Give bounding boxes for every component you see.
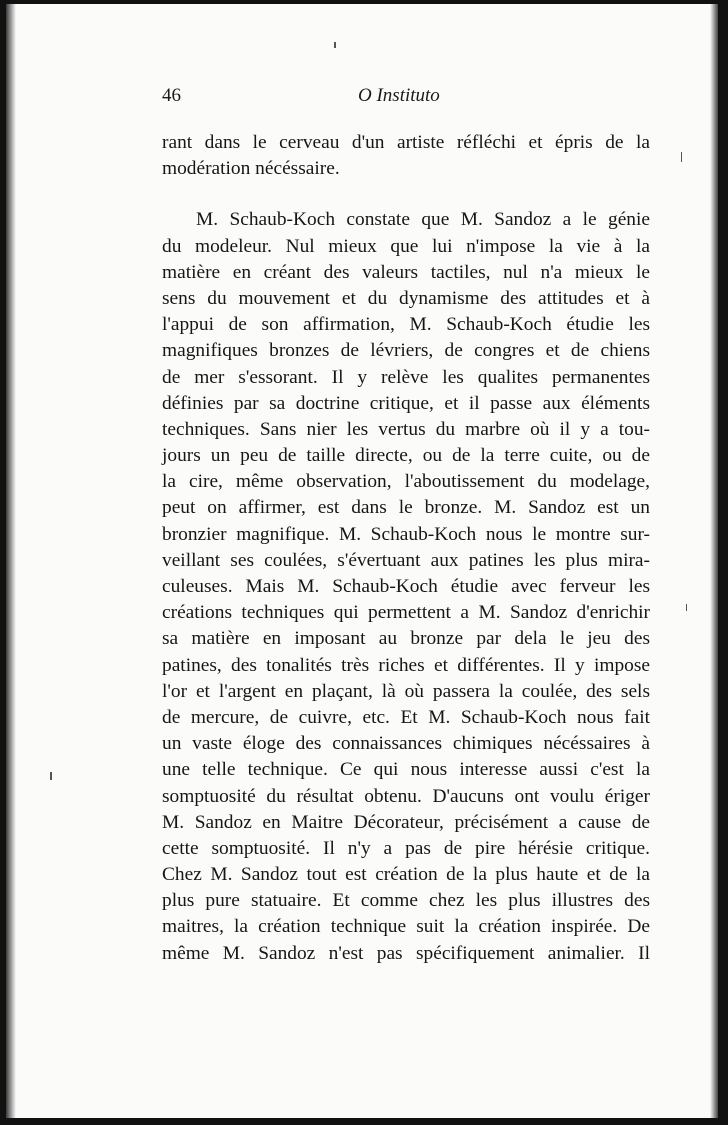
text-line: rant dans le cerveau d'un artiste réfléchi et épris de la xyxy=(162,132,650,153)
scan-edge-right xyxy=(710,4,718,1118)
text-line: modération nécéssaire. xyxy=(162,158,340,180)
scan-speck xyxy=(334,42,336,48)
text-line: de mer s'essorant. Il y relève les qualites permanentes xyxy=(162,366,650,388)
text-line: peut on affirmer, est dans le bronze. M. Sandoz est un xyxy=(162,497,650,519)
paragraph xyxy=(162,130,650,182)
page-header xyxy=(6,85,718,109)
paragraph-gap xyxy=(162,182,650,207)
text-line: du modeleur. Nul mieux que lui n'impose la vie à la xyxy=(162,235,650,257)
page-number: 46 xyxy=(162,85,181,106)
text-line: la cire, même observation, l'aboutissement du modelage, xyxy=(162,471,650,493)
text-line: veillant ses coulées, s'évertuant aux patines les plus mira- xyxy=(162,549,650,571)
text-line: jours un peu de taille directe, ou de la terre cuite, ou de xyxy=(162,445,650,467)
text-line: magnifiques bronzes de lévriers, de congres et de chiens xyxy=(162,340,650,362)
text-line: créations techniques qui permettent a M. Sandoz d'enrichir xyxy=(162,602,650,624)
text-line: matière en créant des valeurs tactiles, nul n'a mieux le xyxy=(162,261,650,283)
text-line: plus pure statuaire. Et comme chez les plus illustres des xyxy=(162,890,650,912)
text-line: techniques. Sans nier les vertus du marbre où il y a tou- xyxy=(162,418,650,440)
text-line: patines, des tonalités très riches et différentes. Il y impose xyxy=(162,654,650,676)
text-line: un vaste éloge des connaissances chimiques nécéssaires à xyxy=(162,733,650,755)
text-line: Chez M. Sandoz tout est création de la plus haute et de la xyxy=(162,864,650,886)
text-line: maitres, la création technique suit la création inspirée. De xyxy=(162,916,650,938)
text-line: M. Schaub-Koch constate que M. Sandoz a le génie xyxy=(196,209,650,231)
text-line: bronzier magnifique. M. Schaub-Koch nous le montre sur- xyxy=(162,523,650,545)
text-line: culeuses. Mais M. Schaub-Koch étudie avec ferveur les xyxy=(162,576,650,597)
text-line: l'appui de son affirmation, M. Schaub-Koch étudie les xyxy=(162,314,650,336)
text-line: même M. Sandoz n'est pas spécifiquement animalier. Il xyxy=(162,942,650,964)
paragraph xyxy=(162,207,650,966)
text-line: l'or et l'argent en plaçant, là où passera la coulée, des sels xyxy=(162,680,650,702)
scan-speck xyxy=(681,152,682,162)
text-line: de mercure, de cuivre, etc. Et M. Schaub-Koch nous fait xyxy=(162,706,650,728)
text-line: sens du mouvement et du dynamisme des attitudes et à xyxy=(162,287,650,309)
scan-speck xyxy=(50,772,52,780)
text-line: M. Sandoz en Maitre Décorateur, précisément a cause de xyxy=(162,811,650,833)
text-line: somptuosité du résultat obtenu. D'aucuns ont voulu ériger xyxy=(162,785,650,807)
text-line: sa matière en imposant au bronze par dela le jeu des xyxy=(162,628,650,650)
text-line: une telle technique. Ce qui nous interesse aussi c'est la xyxy=(162,759,650,781)
text-line: cette somptuosité. Il n'y a pas de pire hérésie critique. xyxy=(162,837,650,859)
scan-edge-left xyxy=(6,4,16,1118)
running-title: O Instituto xyxy=(358,85,440,106)
text-line: définies par sa doctrine critique, et il passe aux éléments xyxy=(162,392,650,414)
body-text xyxy=(162,130,650,967)
scan-speck xyxy=(686,604,687,611)
